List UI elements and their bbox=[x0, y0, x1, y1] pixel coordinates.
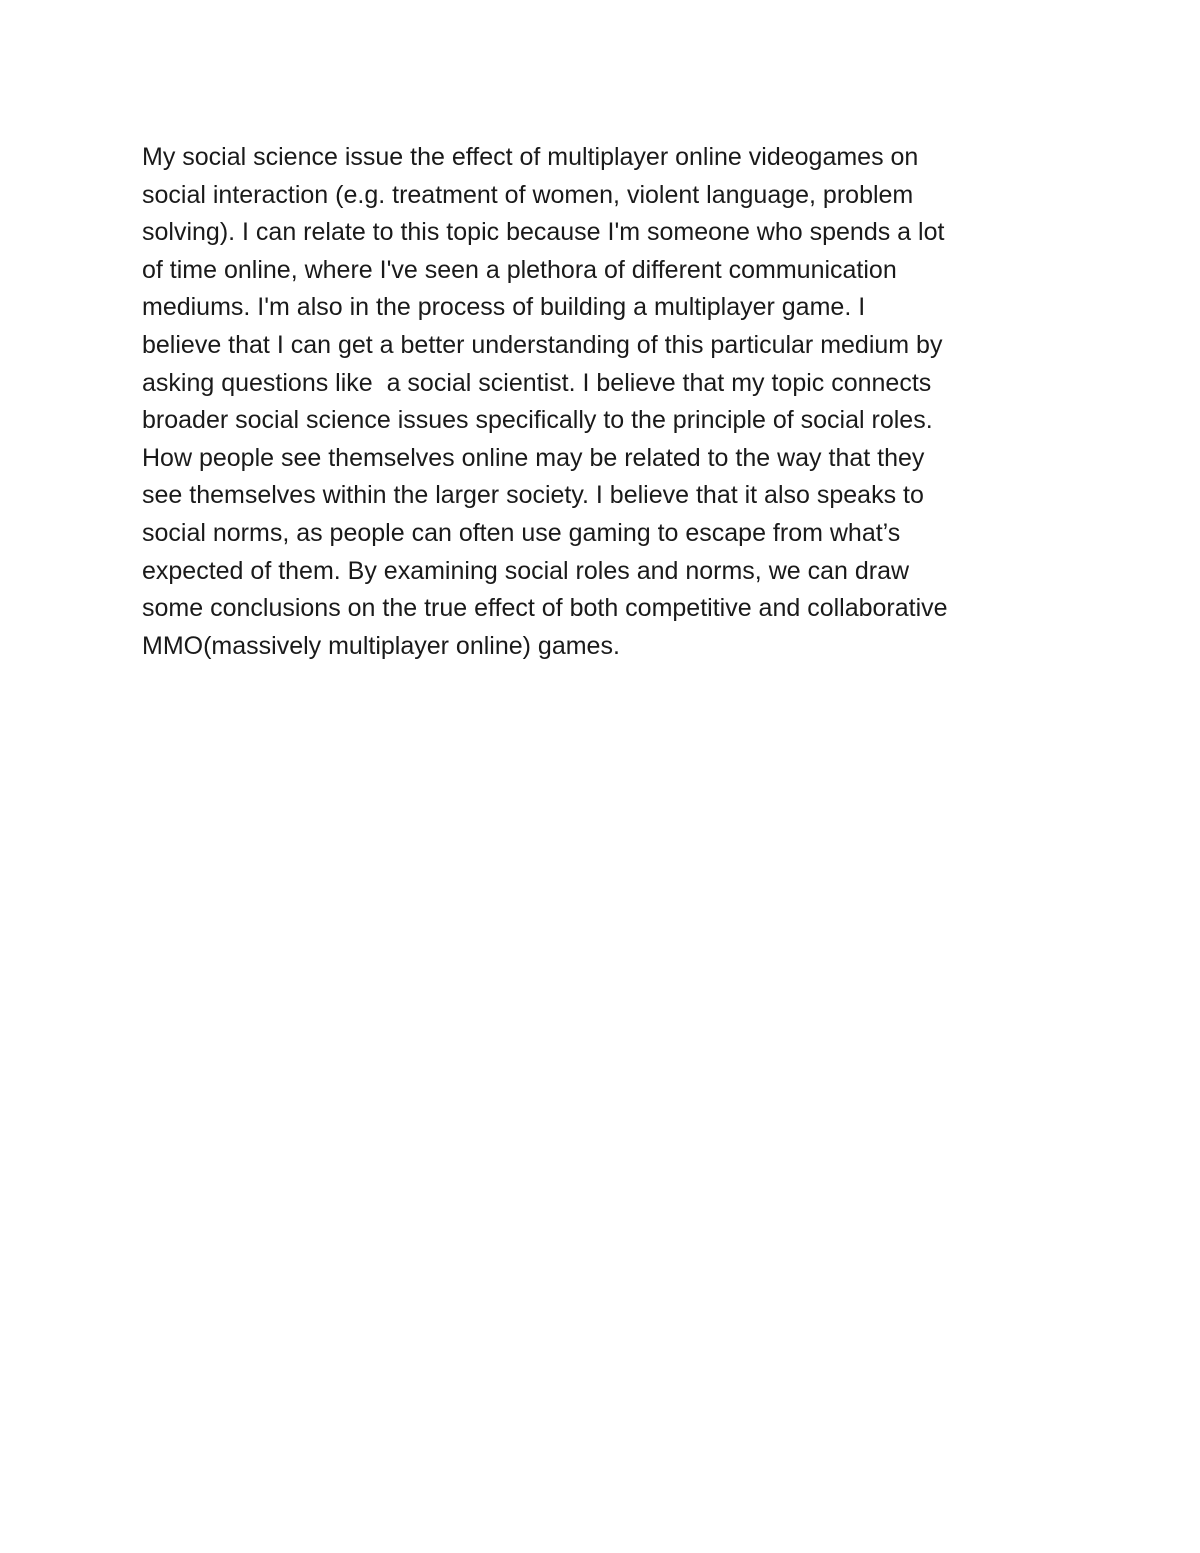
paragraph-line: How people see themselves online may be related to the way that they bbox=[142, 443, 925, 472]
paragraph-line: see themselves within the larger society. I believe that it also speaks to bbox=[142, 481, 924, 510]
paragraph-line: some conclusions on the true effect of both competitive and collaborative bbox=[142, 594, 948, 623]
paragraph-line: social interaction (e.g. treatment of women, violent language, problem bbox=[142, 180, 914, 209]
paragraph-line: asking questions like a social scientist. I believe that my topic connects bbox=[142, 368, 932, 397]
paragraph-line: solving). I can relate to this topic because I'm someone who spends a lot bbox=[142, 218, 945, 247]
paragraph-line: MMO(massively multiplayer online) games. bbox=[142, 631, 620, 660]
paragraph-line: My social science issue the effect of multiplayer online videogames on bbox=[142, 143, 919, 171]
paragraph-line: expected of them. By examining social roles and norms, we can draw bbox=[142, 556, 910, 585]
paragraph-line: mediums. I'm also in the process of building a multiplayer game. I bbox=[142, 293, 866, 322]
body-paragraph bbox=[142, 139, 1072, 665]
paragraph-line: of time online, where I've seen a plethora of different communication bbox=[142, 255, 897, 284]
paragraph-line: believe that I can get a better understanding of this particular medium by bbox=[142, 330, 943, 359]
paragraph-line: social norms, as people can often use gaming to escape from what’s bbox=[142, 518, 901, 547]
paragraph-line: broader social science issues specifically to the principle of social roles. bbox=[142, 406, 933, 435]
